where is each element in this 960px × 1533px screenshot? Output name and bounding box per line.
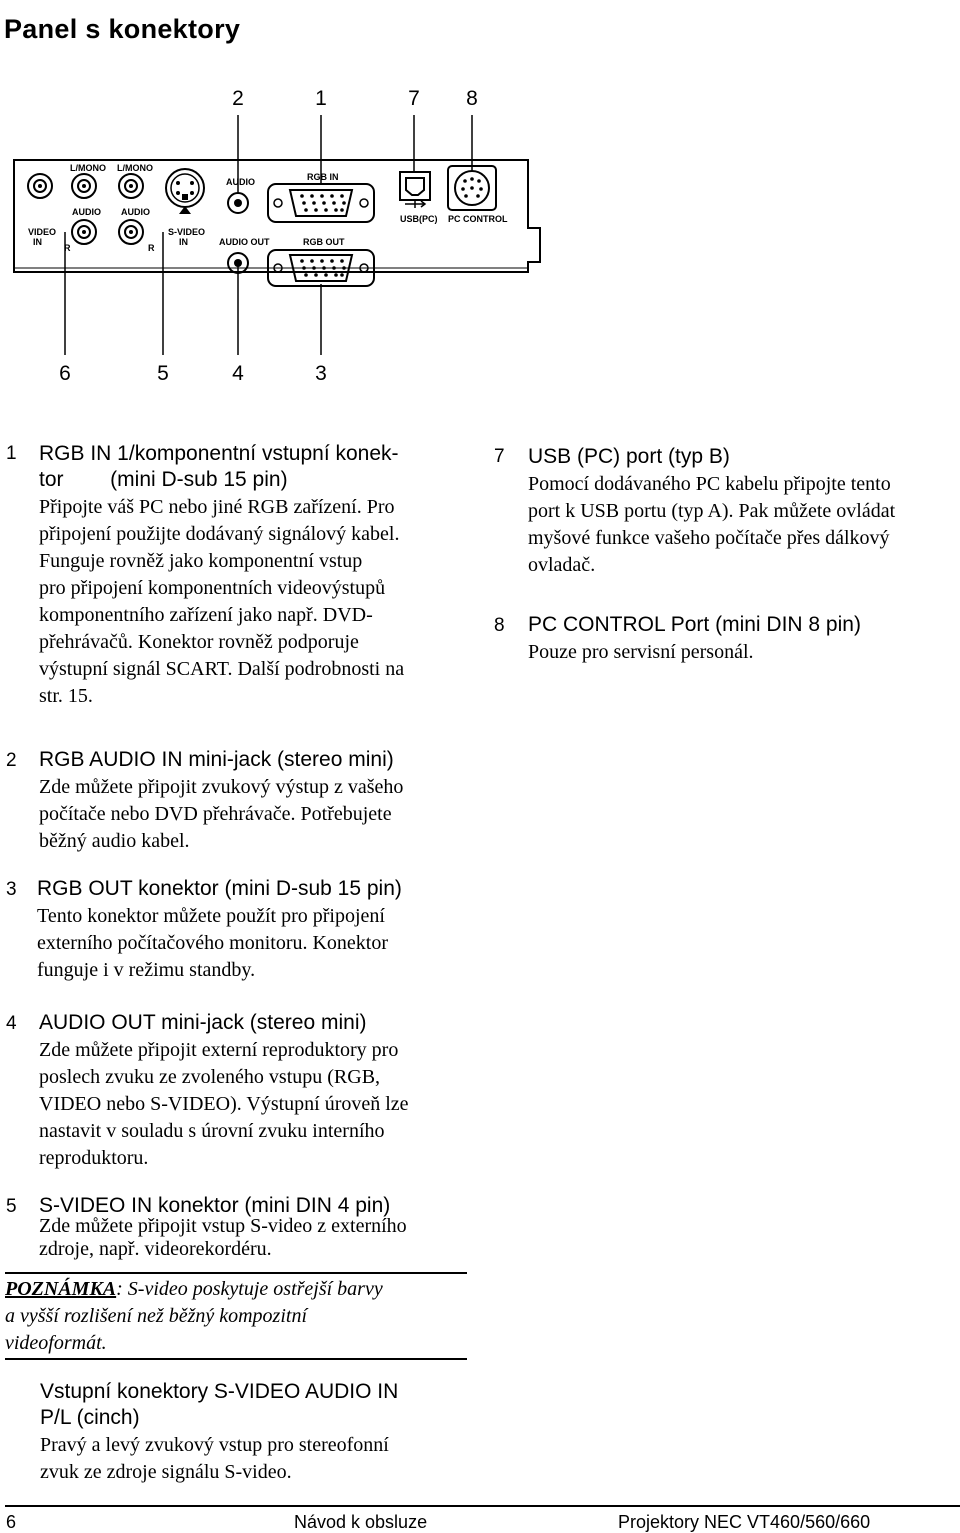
item-1-line: pro připojení komponentních videovýstupů	[39, 577, 386, 599]
rca-jack-video-in	[28, 174, 52, 198]
callout-1: 1	[315, 87, 327, 110]
callout-3: 3	[315, 362, 327, 385]
item-4-line: nastavit v souladu s úrovní zvuku interního	[39, 1120, 385, 1142]
page-title: Panel s konektory	[4, 14, 241, 44]
item-2-line: počítače nebo DVD přehrávače. Potřebujete	[39, 803, 392, 825]
note-box	[5, 1276, 467, 1357]
item-5-line: Zde můžete připojit vstup S-video z externího	[39, 1215, 407, 1237]
item-3-line: Tento konektor můžete použít pro připojení	[37, 905, 385, 927]
label-l-mono-2: L/MONO	[117, 163, 153, 173]
label-usb: USB(PC)	[400, 214, 438, 224]
item-2-body	[39, 774, 479, 855]
label-pc-control: PC CONTROL	[448, 214, 508, 224]
item-2-line: Zde můžete připojit zvukový výstup z vašeho	[39, 776, 404, 798]
label-svideo-2: IN	[179, 237, 188, 247]
item-7-line: port k USB portu (typ A). Pak můžete ovládat	[528, 500, 896, 522]
footer-page-number: 6	[6, 1512, 17, 1532]
rca-jack-l-mono-1	[72, 174, 96, 198]
item-6-line: zvuk ze zdroje signálu S-video.	[40, 1461, 292, 1483]
label-video-in-1: VIDEO	[28, 227, 57, 237]
label-audio-out: AUDIO OUT	[219, 237, 270, 247]
note-top-rule	[5, 1272, 467, 1274]
label-audio-1: AUDIO	[72, 207, 101, 217]
item-5-line: zdroje, např. videorekordéru.	[39, 1238, 272, 1260]
note-text-3: videoformát.	[5, 1332, 107, 1354]
label-audio-in: AUDIO	[226, 177, 255, 187]
item-5-body	[39, 1215, 479, 1261]
item-3-line: externího počítačového monitoru. Konektor	[37, 932, 389, 954]
item-4-line: VIDEO nebo S-VIDEO). Výstupní úroveň lze	[39, 1093, 409, 1115]
item-7-line: Pomocí dodávaného PC kabelu připojte tento	[528, 473, 891, 495]
footer-rule	[5, 1505, 960, 1507]
item-1-line: výstupní signál SCART. Další podrobnosti na	[39, 658, 405, 680]
callout-5: 5	[157, 362, 169, 385]
callout-4: 4	[232, 362, 244, 385]
mini-jack-audio-in	[228, 193, 248, 213]
item-4-body	[39, 1037, 479, 1172]
item-8-heading: PC CONTROL Port (mini DIN 8 pin)	[528, 613, 861, 636]
item-5-number: 5	[6, 1196, 17, 1217]
item-1-heading-line-2: tor (mini D-sub 15 pin)	[39, 468, 288, 491]
item-6-body	[40, 1432, 480, 1486]
item-6-line: Pravý a levý zvukový vstup pro stereofonní	[40, 1434, 389, 1456]
label-r-1: R	[64, 243, 71, 253]
rca-jack-r-2	[119, 220, 143, 244]
pc-control-port	[448, 166, 496, 210]
item-7-line: ovladač.	[528, 554, 596, 576]
label-l-mono-1: L/MONO	[70, 163, 106, 173]
note-text-2: a vyšší rozlišení než běžný kompozitní	[5, 1305, 308, 1327]
item-2-line: běžný audio kabel.	[39, 830, 190, 852]
item-1-line: str. 15.	[39, 685, 93, 707]
usb-port	[400, 172, 430, 208]
rca-jack-r-1	[72, 220, 96, 244]
item-4-number: 4	[6, 1013, 17, 1034]
rca-jack-l-mono-2	[119, 174, 143, 198]
dsub-rgb-in	[268, 184, 374, 222]
label-audio-2: AUDIO	[121, 207, 150, 217]
item-1-heading-line-1: RGB IN 1/komponentní vstupní konek-	[39, 442, 399, 465]
item-8-line: Pouze pro servisní personál.	[528, 641, 754, 663]
item-1-line: Funguje rovněž jako komponentní vstup	[39, 550, 363, 572]
item-4-heading: AUDIO OUT mini-jack (stereo mini)	[39, 1011, 367, 1034]
note-text-1: : S-video poskytuje ostřejší barvy	[116, 1278, 383, 1300]
item-4-line: Zde můžete připojit externí reproduktory pro	[39, 1039, 399, 1061]
item-3-heading: RGB OUT konektor (mini D-sub 15 pin)	[37, 877, 402, 900]
note-label: POZNÁMKA	[5, 1278, 117, 1300]
item-2-number: 2	[6, 750, 17, 771]
callout-6: 6	[59, 362, 71, 385]
item-7-number: 7	[494, 446, 505, 467]
callout-2: 2	[232, 87, 244, 110]
svideo-port	[166, 169, 204, 214]
item-2-heading: RGB AUDIO IN mini-jack (stereo mini)	[39, 748, 394, 771]
usb-symbol-icon	[405, 200, 425, 208]
item-3-line: funguje i v režimu standby.	[37, 959, 256, 981]
item-8-number: 8	[494, 615, 505, 636]
footer-center-text: Návod k obsluze	[294, 1512, 428, 1532]
item-3-body	[37, 903, 477, 984]
item-6-heading-line-1: Vstupní konektory S-VIDEO AUDIO IN	[40, 1380, 399, 1403]
item-5-heading: S-VIDEO IN konektor (mini DIN 4 pin)	[39, 1194, 391, 1217]
item-7-line: myšové funkce vašeho počítače přes dálkový	[528, 527, 890, 549]
connector-panel-diagram	[0, 70, 960, 400]
footer-right-text: Projektory NEC VT460/560/660	[618, 1512, 871, 1532]
label-r-2: R	[148, 243, 155, 253]
item-7-heading: USB (PC) port (typ B)	[528, 445, 730, 468]
label-rgb-in: RGB IN	[307, 172, 339, 182]
item-4-line: reproduktoru.	[39, 1147, 149, 1169]
item-1-line: Připojte váš PC nebo jiné RGB zařízení. Pro	[39, 496, 395, 518]
callout-8: 8	[466, 87, 478, 110]
item-1-line: připojení použijte dodávaný signálový kabel.	[39, 523, 400, 545]
label-video-in-2: IN	[33, 237, 42, 247]
callout-7: 7	[408, 87, 420, 110]
item-3-number: 3	[6, 879, 17, 900]
item-6-heading-line-2: P/L (cinch)	[40, 1406, 140, 1429]
item-1-body	[39, 494, 479, 710]
note-bottom-rule	[5, 1358, 467, 1360]
item-4-line: poslech zvuku ze zvoleného vstupu (RGB,	[39, 1066, 381, 1088]
item-1-line: přehrávačů. Konektor rovněž podporuje	[39, 631, 359, 653]
item-8-body	[528, 639, 958, 666]
item-1-number: 1	[6, 443, 17, 464]
label-svideo-1: S-VIDEO	[168, 227, 206, 237]
item-1-line: komponentního zařízení jako např. DVD-	[39, 604, 373, 626]
label-rgb-out: RGB OUT	[303, 237, 345, 247]
item-7-body	[528, 471, 958, 579]
